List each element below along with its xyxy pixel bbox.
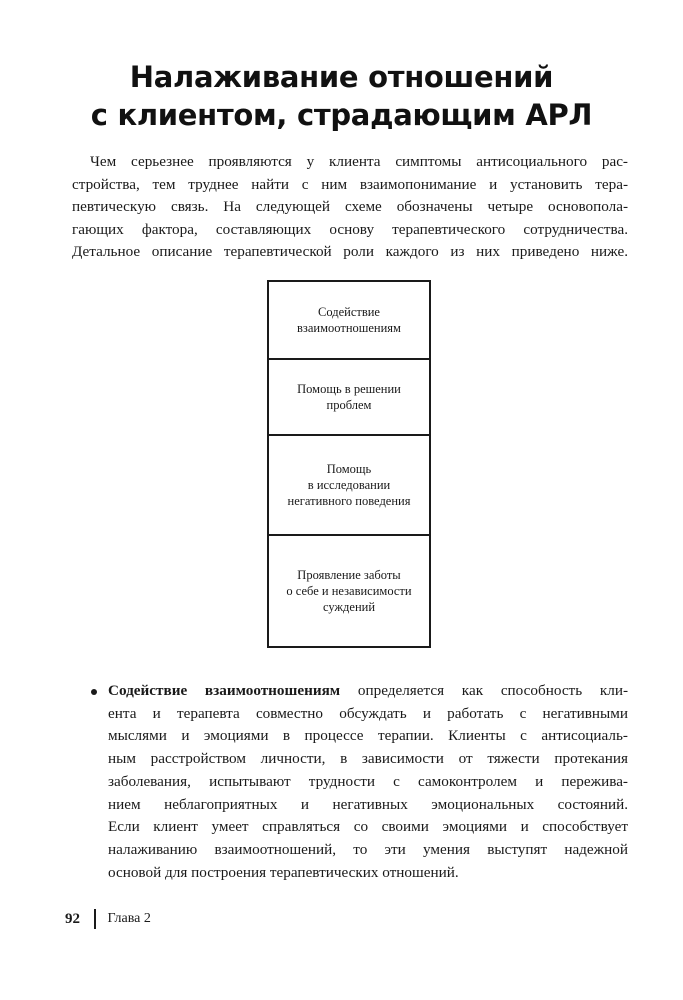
diagram-box-self-care	[269, 534, 429, 646]
bullet-line-1	[108, 680, 628, 703]
therapy-factors-diagram	[267, 280, 431, 648]
section-title	[40, 58, 643, 134]
intro-line-4: гающих фактора, составляющих основу терапевтического сотрудничества.	[72, 220, 628, 238]
intro-line-3: певтическую связь. На следующей схеме обозначены четыре основопола-	[72, 198, 628, 215]
intro-line-5: Детальное описание терапевтической роли каждого из них приведено ниже.	[72, 243, 628, 260]
page-footer	[65, 908, 151, 930]
footer-divider	[94, 909, 96, 929]
bullet-line-5: заболевания, испытывают трудности с самоконтролем и пережива-	[108, 772, 628, 790]
diagram-box-negative-behavior	[269, 434, 429, 534]
bullet-line-4: ным расстройством личности, в зависимости от тяжести протекания	[108, 750, 628, 768]
bullet-line-2: ента и терапевта совместно обсуждать и работать с негативными	[108, 704, 628, 722]
diagram-box-label: Помощь в решении проблем	[297, 382, 401, 412]
bullet-term: Содействие взаимоотношениям	[108, 682, 341, 699]
intro-line-1: Чем серьезнее проявляются у клиента симптомы антисоциального рас-	[90, 153, 628, 170]
bullet-line-8: налаживанию взаимоотношений, то эти умения выступят надежной	[108, 840, 628, 858]
section-title-line-1: Налаживание отношений	[129, 60, 554, 94]
diagram-box-relationships	[269, 282, 429, 358]
intro-paragraph	[72, 151, 628, 264]
page-number: 92	[65, 911, 80, 927]
bullet-line-9: основой для построения терапевтических отношений.	[108, 863, 459, 881]
chapter-label: Глава 2	[107, 911, 151, 926]
bullet-line-3: мыслями и эмоциями в процессе терапии. Клиенты с антисоциаль-	[108, 727, 628, 745]
bullet-list-item	[108, 680, 628, 884]
diagram-box-label: Помощь в исследовании негативного поведения	[287, 462, 411, 508]
intro-line-2: стройства, тем труднее найти с ним взаимопонимание и установить тера-	[72, 175, 628, 193]
bullet-line-6: нием неблагоприятных и негативных эмоциональных состояний.	[108, 795, 628, 813]
diagram-box-problem-solving	[269, 358, 429, 434]
diagram-box-label: Проявление заботы о себе и независимости суждений	[286, 568, 412, 614]
bullet-icon	[91, 689, 97, 695]
diagram-box-label: Содействие взаимоотношениям	[297, 305, 401, 335]
bullet-line-7: Если клиент умеет справляться со своими эмоциями и способствует	[108, 818, 628, 836]
bullet-first-line-rest: определяется как способность кли-	[340, 682, 629, 699]
section-title-line-2: с клиентом, страдающим АРЛ	[90, 98, 593, 132]
